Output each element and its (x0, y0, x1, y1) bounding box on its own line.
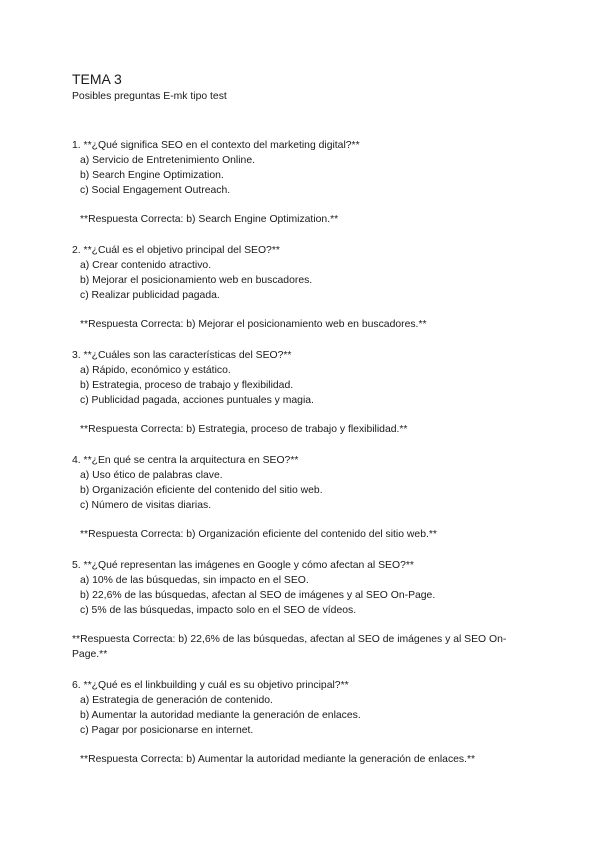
question-list (72, 138, 532, 767)
question-text: 4. **¿En qué se centra la arquitectura en SEO?** (72, 455, 299, 466)
option-c: c) Realizar publicidad pagada. (80, 290, 220, 301)
option-c: c) Publicidad pagada, acciones puntuales y magia. (80, 395, 314, 406)
question-text: 6. **¿Qué es el linkbuilding y cuál es su objetivo principal?** (72, 680, 349, 691)
correct-answer: **Respuesta Correcta: b) Aumentar la autoridad mediante la generación de enlaces.** (80, 754, 476, 765)
page-title: TEMA 3 (72, 71, 122, 87)
page-subtitle: Posibles preguntas E-mk tipo test (72, 91, 227, 102)
option-a: a) Crear contenido atractivo. (80, 260, 212, 271)
option-b: b) Search Engine Optimization. (80, 170, 224, 181)
option-c: c) Pagar por posicionarse en internet. (80, 725, 254, 736)
document-page (72, 70, 532, 783)
option-b: b) Aumentar la autoridad mediante la generación de enlaces. (80, 710, 361, 721)
correct-answer: **Respuesta Correcta: b) Estrategia, proceso de trabajo y flexibilidad.** (80, 424, 408, 435)
option-c: c) 5% de las búsquedas, impacto solo en el SEO de vídeos. (80, 605, 357, 616)
question-block (72, 453, 532, 542)
question-block (72, 243, 532, 332)
option-a: a) Rápido, económico y estático. (80, 365, 231, 376)
correct-answer: **Respuesta Correcta: b) 22,6% de las búsquedas, afectan al SEO de imágenes y al SEO On-Page.** (72, 634, 507, 660)
correct-answer: **Respuesta Correcta: b) Mejorar el posicionamiento web en buscadores.** (80, 319, 427, 330)
option-b: b) Estrategia, proceso de trabajo y flexibilidad. (80, 380, 294, 391)
option-b: b) Mejorar el posicionamiento web en buscadores. (80, 275, 313, 286)
option-c: c) Social Engagement Outreach. (80, 185, 231, 196)
question-text: 3. **¿Cuáles son las características del SEO?** (72, 350, 292, 361)
option-c: c) Número de visitas diarias. (80, 500, 212, 511)
correct-answer: **Respuesta Correcta: b) Search Engine Optimization.** (80, 214, 339, 225)
option-a: a) 10% de las búsquedas, sin impacto en el SEO. (80, 575, 309, 586)
question-text: 2. **¿Cuál es el objetivo principal del SEO?** (72, 245, 280, 256)
question-block (72, 138, 532, 227)
question-block (72, 348, 532, 437)
option-b: b) Organización eficiente del contenido del sitio web. (80, 485, 323, 496)
option-a: a) Estrategia de generación de contenido. (80, 695, 273, 706)
question-text: 1. **¿Qué significa SEO en el contexto del marketing digital?** (72, 140, 360, 151)
option-b: b) 22,6% de las búsquedas, afectan al SEO de imágenes y al SEO On-Page. (80, 590, 436, 601)
question-text: 5. **¿Qué representan las imágenes en Google y cómo afectan al SEO?** (72, 560, 414, 571)
option-a: a) Uso ético de palabras clave. (80, 470, 223, 481)
question-block (72, 678, 532, 767)
correct-answer: **Respuesta Correcta: b) Organización eficiente del contenido del sitio web.** (80, 529, 437, 540)
question-block (72, 558, 532, 662)
option-a: a) Servicio de Entretenimiento Online. (80, 155, 255, 166)
